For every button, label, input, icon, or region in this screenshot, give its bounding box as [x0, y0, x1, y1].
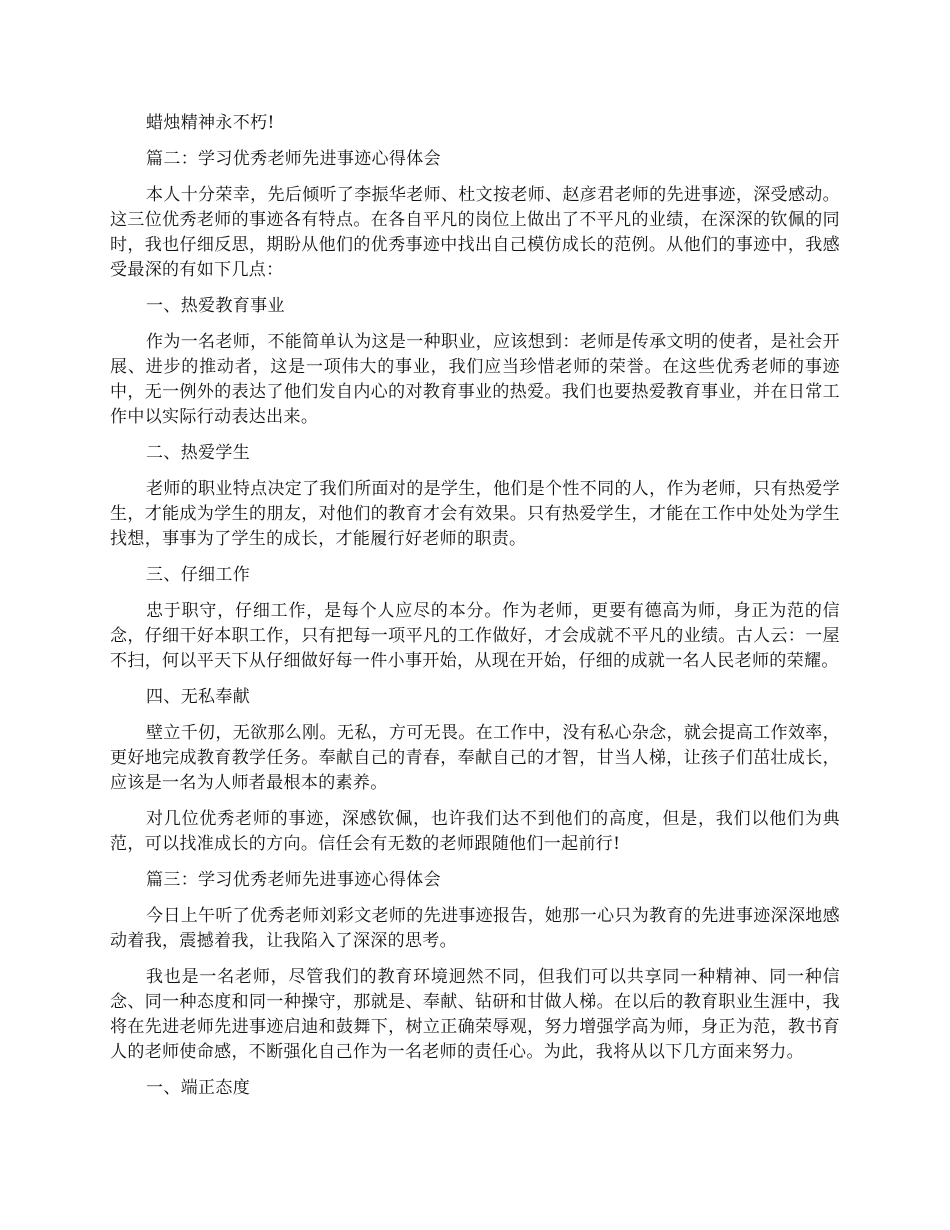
body-paragraph: 忠于职守，仔细工作，是每个人应尽的本分。作为老师，更要有德高为师，身正为范的信念，仔细干好本职工作，只有把每一项平凡的工作做好，才会成就不平凡的业绩。古人云：一屋不扫，何以平天下从仔细做好每一件小事开始，从现在开始，仔细的成就一名人民老师的荣耀。	[110, 601, 840, 671]
body-paragraph: 今日上午听了优秀老师刘彩文老师的先进事迹报告，她那一心只为教育的先进事迹深深地感动着我，震撼着我，让我陷入了深深的思考。	[110, 906, 840, 951]
subheading-love-education: 一、热爱教育事业	[146, 296, 285, 316]
subheading-selfless-dedication: 四、无私奉献	[146, 687, 251, 707]
body-paragraph: 壁立千仞，无欲那么刚。无私，方可无畏。在工作中，没有私心杂念，就会提高工作效率，更好地完成教育教学任务。奉献自己的青春，奉献自己的才智，甘当人梯，让孩子们茁壮成长，应该是一名为人师者最根本的素养。	[110, 723, 840, 793]
subheading-correct-attitude: 一、端正态度	[146, 1078, 251, 1098]
document-body	[110, 111, 840, 1112]
body-paragraph: 我也是一名老师，尽管我们的教育环境迥然不同，但我们可以共享同一种精神、同一种信念、同一种态度和同一种操守，那就是、奉献、钻研和甘做人梯。在以后的教育职业生涯中，我将在先进老师先进事迹启迪和鼓舞下，树立正确荣辱观，努力增强学高为师，身正为范，教书育人的老师使命感，不断强化自己作为一名老师的责任心。为此，我将从以下几方面来努力。	[110, 967, 840, 1062]
subheading-love-students: 二、热爱学生	[146, 443, 251, 463]
body-paragraph: 本人十分荣幸，先后倾听了李振华老师、杜文按老师、赵彦君老师的先进事迹，深受感动。这三位优秀老师的事迹各有特点。在各自平凡的岗位上做出了不平凡的业绩，在深深的钦佩的同时，我也仔细反思，期盼从他们的优秀事迹中找出自己模仿成长的范例。从他们的事迹中，我感受最深的有如下几点：	[110, 185, 840, 280]
body-paragraph: 作为一名老师，不能简单认为这是一种职业，应该想到：老师是传承文明的使者，是社会开展、进步的推动者，这是一项伟大的事业，我们应当珍惜老师的荣誉。在这些优秀老师的事迹中，无一例外的表达了他们发自内心的对教育事业的热爱。我们也要热爱教育事业，并在日常工作中以实际行动表达出来。	[110, 332, 840, 427]
subheading-careful-work: 三、仔细工作	[146, 565, 251, 585]
body-paragraph: 对几位优秀老师的事迹，深感钦佩，也许我们达不到他们的高度，但是，我们以他们为典范，可以找准成长的方向。信任会有无数的老师跟随他们一起前行!	[110, 809, 840, 854]
body-paragraph: 老师的职业特点决定了我们所面对的是学生，他们是个性不同的人，作为老师，只有热爱学生，才能成为学生的朋友，对他们的教育才会有效果。只有热爱学生，才能在工作中处处为学生找想，事事为了学生的成长，才能履行好老师的职责。	[110, 479, 840, 549]
section-title-part-three: 篇三：学习优秀老师先进事迹心得体会	[146, 870, 441, 890]
section-title-part-two: 篇二：学习优秀老师先进事迹心得体会	[146, 149, 441, 169]
closing-line: 蜡烛精神永不朽!	[146, 113, 275, 133]
